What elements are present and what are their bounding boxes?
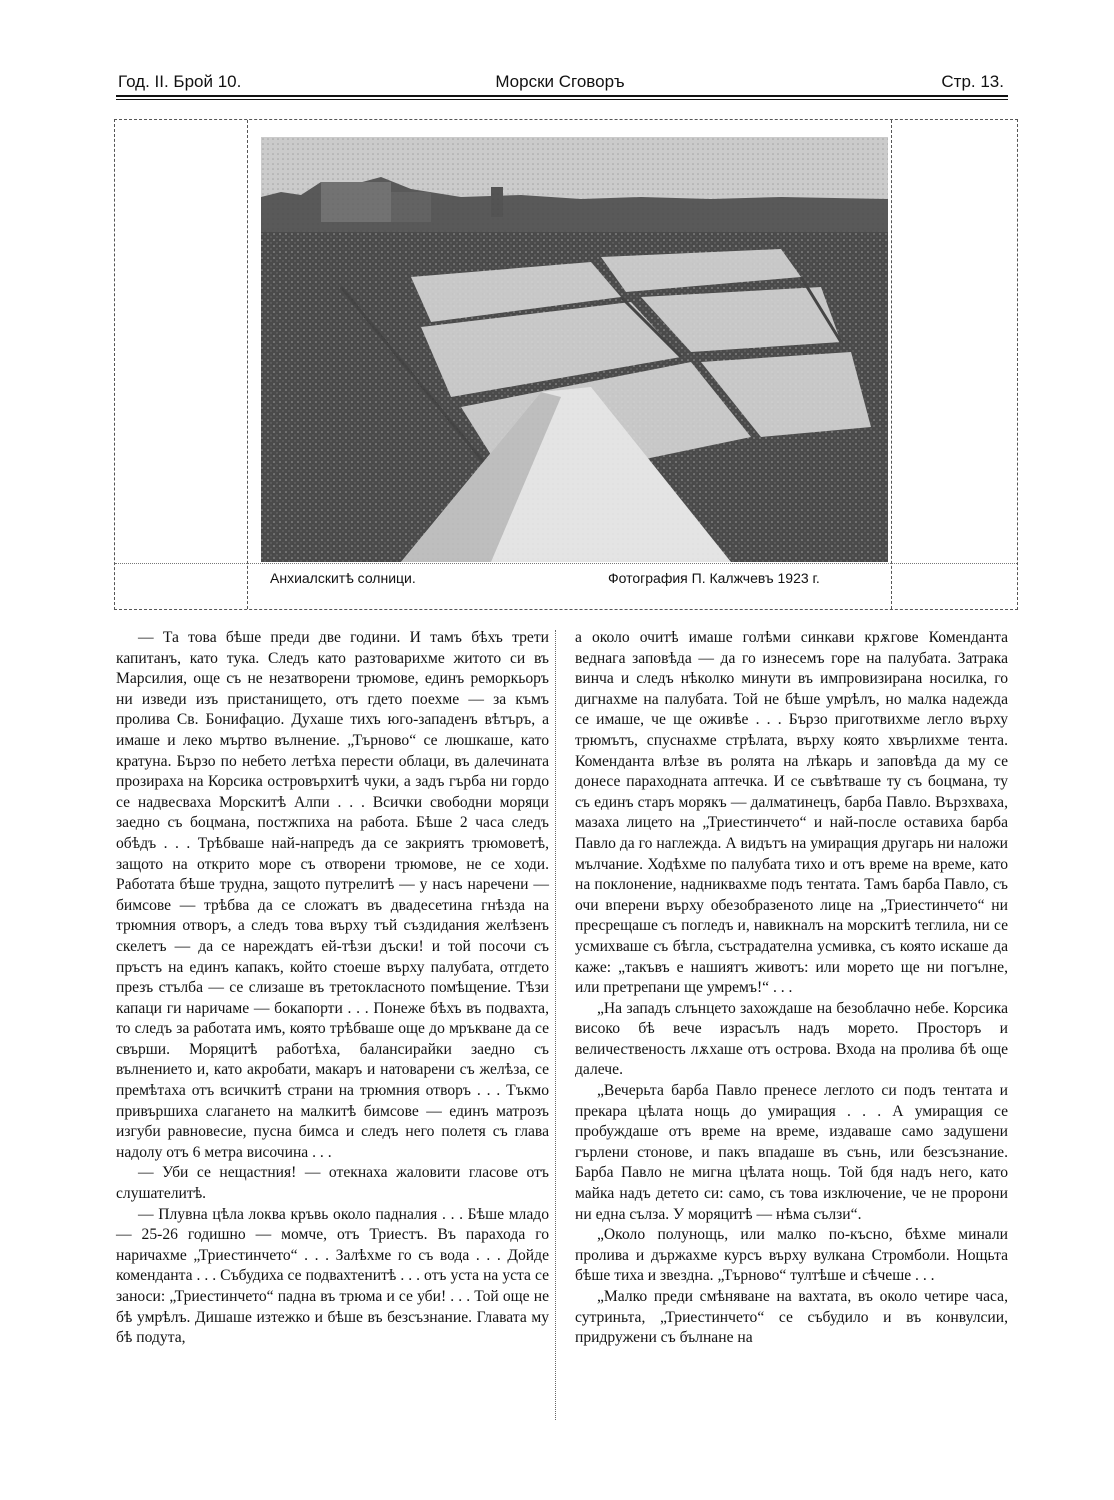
salt-pans-photo: [261, 137, 888, 562]
page-number: Стр. 13.: [941, 72, 1004, 91]
paragraph: „Около полунощь, или малко по-късно, бѣхме минали пролива и държахме курсъ върху вулкана Стромболи. Нощьта бѣше тиха и звездна. „Търново“ тултѣше и сѣчеше . . .: [575, 1226, 1008, 1285]
right-column: [575, 628, 1008, 1349]
paragraph: „Вечерьта барба Павло пренесе леглото си подъ тентата и прекара цѣлата нощь до умиращия . . . А умиращия се пробуждаше отъ време на време, издаваше само задушени гърлени стонове, и пакъ впадаше въ сънь, или безсъзнание. Барба Павло не мигна цѣлата нощь. Той бдя надъ него, като майка надъ детето си: само, съ това изключение, че не пророни ни една сълза. У моряцитѣ — нѣма сълзи“.: [575, 1082, 1008, 1223]
column-divider: [555, 630, 557, 1420]
issue-label: Год. II. Брой 10.: [118, 72, 242, 91]
paragraph: — Плувна цѣла локва кръвь около падналия . . . Бѣше младо — 25-26 годишно — момче, отъ Триестъ. Въ парахода го наричахме „Триестинчето“ . . . Залѣхме го съ вода . . . Дойде коменданта . . . Събудиха се подвахтенитѣ . . . отъ уста на уста се заноси: „Триестинчето“ падна въ трюма и се уби! . . . Той още не бѣ умрѣлъ. Дишаше изтежко и бѣше въ безсъзнание. Главата му бѣ подута,: [116, 1205, 549, 1347]
figure-caption-left: Анхиалскитѣ солници.: [270, 570, 416, 586]
figure-caption-right: Фотография П. Калжчевъ 1923 г.: [608, 570, 820, 586]
paragraph: а около очитѣ имаше голѣми синкави крѫгове Коменданта веднага заповѣда — да го изнесемъ горе на палубата. Затрака винча и следъ нѣколко минути въ импровизирана носилка, го дигнахме на палубата. Той не бѣше умрѣлъ, но малка надежда се имаше, че ще оживѣе . . . Бързо приготвихме легло върху трюмътъ, спуснахме стрѣлата, върху която хвърлихме тента. Коменданта влѣзе въ ролята на лѣкарь и заповѣда да му се донесе параходната аптечка. И се съвѣтваше ту съ боцмана, ту съ единъ старъ морякъ — далматинецъ, барба Павло. Вързхваха, мазаха лицето на „Триестинчето“ и най-после оставиха барба Павло да го наглежда. А видътъ на умиращия другарь ни наложи мълчание. Ходѣхме по палубата тихо и отъ време на време, като на поклонение, надниквахме подъ тентата. Тамъ барба Павло, съ очи вперени върху обезобразеното лице на „Триестинчето“ ни пресрещаше съ погледъ и, навикналъ на морскитѣ теглила, ни се усмихваше съ бѣгла, състрадателна усмивка, съ която искаше да каже: „такъвъ е нашиятъ животъ: или морето ще ни погълне, или претрепани ще умремъ!“ . . .: [575, 629, 1008, 997]
paragraph: „Малко преди смѣняване на вахтата, въ около четире часа, сутриньта, „Триестинчето“ се събудило и въ конвулсии, придружени съ бълнане на: [575, 1288, 1008, 1347]
left-column: [116, 628, 549, 1349]
magazine-title: Морски Сговоръ: [495, 72, 625, 91]
paragraph: — Та това бѣше преди две години. И тамъ бѣхъ трети капитанъ, като тука. Следъ като разтоварихме житото си въ Марсилия, още съ не незатворени трюмове, единъ реморкьоръ ни изведи изъ пристанището, отъ гдето поехме — за къмъ пролива Св. Бонифацио. Духаше тихъ юго-западенъ вѣтъръ, а имаше и леко мъртво вълнение. „Търново“ се люшкаше, като кратуна. Бързо по небето летѣха перести облаци, въ далечината прозираха на Корсика островърхитѣ чуки, а задъ гърба ни гордо се надвесваха Морскитѣ Алпи . . . Всички свободни моряци заедно съ боцмана, постжпиха на работа. Бѣше 2 часа следъ обѣдъ . . . Трѣбваше най-напредъ да се закриятъ трюмоветѣ, защото на открито море съ отворени трюмове, не се ходи. Работата бѣше трудна, защото путрелитѣ — у насъ наречени — бимсове — трѣбва да се сложатъ въ двадесетина гнѣзда на трюмния отворъ, а следъ това върху тъй създидания желѣзенъ скелетъ — да се нареждатъ ей-тѣзи дъски! и той посочи съ пръстъ на единъ капакъ, който стоеше върху палубата, отгдето презъ стълба — се слизаше въ третокласното помѣщение. Тѣзи капаци ги наричаме — бокапорти . . . Понеже бѣхъ въ подвахта, то следъ за работата имъ, която трѣбваше още до мръкване да се свърши. Моряцитѣ работѣха, балансирайки заедно съ вълнението и, като акробати, макаръ и натоварени съ желѣза, се премѣтаха отъ всичкитѣ страни на трюмния отворъ . . . Тъкмо привършиха слагането на малкитѣ бимсове — единъ матрозъ изгуби равновесие, пусна бимса и следъ него полетя съ глава надолу отъ 6 метра височина . . .: [116, 629, 549, 1161]
page-header: [116, 70, 1004, 96]
header-rule-thin: [116, 99, 1008, 100]
header-rule-thick: [116, 95, 1008, 97]
paragraph: „На западъ слънцето захождаше на безоблачно небе. Корсика високо бѣ вече израсълъ надъ морето. Просторъ и величественость лѫхаше отъ острова. Входа на пролива бѣ още далече.: [575, 999, 1008, 1079]
paragraph: — Уби се нещастния! — отекнаха жаловити гласове отъ слушателитѣ.: [116, 1164, 549, 1203]
salt-pans-illustration: [261, 137, 888, 562]
